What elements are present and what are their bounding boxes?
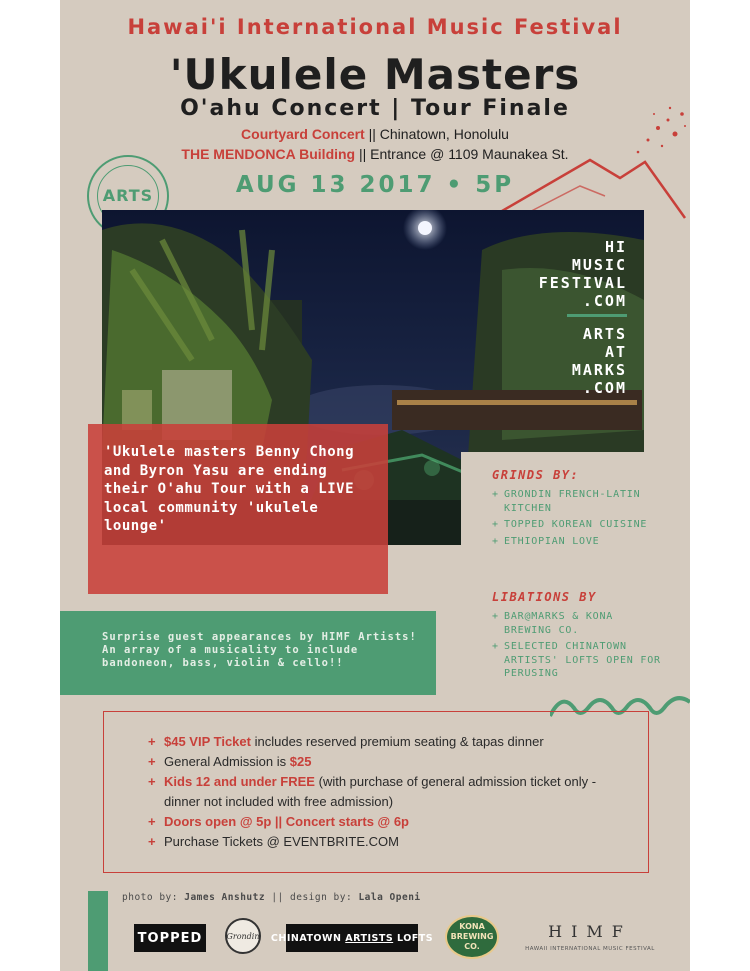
ticket-general (148, 752, 648, 772)
page-title: 'Ukulele Masters (169, 50, 581, 99)
kids-details-continued: dinner not included with free admission) (164, 794, 394, 809)
design-label: design by: (290, 892, 353, 903)
badge-mark: ARTS (102, 186, 154, 205)
topped-logo: TOPPED (134, 924, 206, 952)
story-text: 'Ukulele masters Benny Chong and Byron Yasu are ending their O'ahu Tour with a LIVE local community 'ukulele lounge' (104, 444, 355, 534)
purchase-link[interactable]: Purchase Tickets @ EVENTBRITE.COM (164, 834, 399, 849)
ticket-info (148, 732, 648, 852)
ticket-doors (148, 812, 648, 832)
vip-details: includes reserved premium seating & tapas dinner (254, 734, 544, 749)
link-line: MUSIC (571, 256, 627, 274)
green-accent-bar (88, 891, 108, 971)
cal-word-artists: ARTISTS (345, 932, 394, 944)
vip-price: $45 VIP Ticket (164, 734, 251, 749)
link-line: .COM (582, 292, 627, 310)
list-item: + BAR@MARKS & KONA BREWING CO. (492, 610, 662, 637)
subtitle: O'ahu Concert | Tour Finale (180, 96, 570, 121)
grondin-logo: Grondin (225, 918, 261, 954)
himf-letters: HIMF (548, 922, 632, 941)
kona-brewing-logo (445, 915, 499, 959)
libations-list (492, 610, 662, 684)
designer: Lala Openi (358, 892, 421, 903)
kids-details: (with purchase of general admission ticket only - (318, 774, 597, 789)
kona-name: KONA (459, 922, 485, 931)
general-price: $25 (289, 754, 312, 769)
venue-building-label: THE MENDONCA Building (181, 146, 356, 162)
ticket-purchase (148, 832, 648, 852)
poster (60, 0, 690, 971)
link-line: ARTS (582, 325, 627, 343)
hi-music-festival-link[interactable] (530, 238, 627, 310)
link-line: AT (604, 343, 627, 361)
venue-courtyard-label: Courtyard Concert (241, 126, 365, 142)
list-item: + TOPPED KOREAN CUISINE (492, 518, 662, 532)
himf-fullname: HAWAII INTERNATIONAL MUSIC FESTIVAL (525, 946, 655, 952)
grinds-heading: GRINDS BY: (492, 468, 580, 482)
link-line: HI (604, 238, 627, 256)
grinds-list (492, 488, 662, 551)
cal-word-lofts: LOFTS (396, 932, 434, 944)
credits-separator: || (271, 892, 284, 903)
doors-time: Doors open @ 5p || Concert starts @ 6p (164, 814, 410, 829)
list-item: + ETHIOPIAN LOVE (492, 535, 662, 549)
event-date: AUG 13 2017 • 5P (235, 172, 515, 198)
website-links (530, 238, 627, 397)
arts-at-marks-link[interactable] (530, 325, 627, 397)
ticket-kids (148, 772, 648, 792)
list-item: + SELECTED CHINATOWN ARTISTS' LOFTS OPEN FOR PERUSING (492, 640, 662, 681)
link-divider (567, 314, 627, 317)
credits (122, 892, 421, 903)
festival-title: Hawai'i International Music Festival (127, 15, 623, 39)
venue-building-entrance: || Entrance @ 1109 Maunakea St. (359, 146, 569, 162)
libations-heading: LIBATIONS BY (492, 590, 597, 604)
photo-label: photo by: (122, 892, 178, 903)
link-line: FESTIVAL (538, 274, 627, 292)
venue-courtyard-location: || Chinatown, Honolulu (368, 126, 509, 142)
ticket-vip (148, 732, 648, 752)
kids-free: Kids 12 and under FREE (164, 774, 315, 789)
link-line: MARKS (571, 361, 627, 379)
surprise-text: Surprise guest appearances by HIMF Artists! An array of a musicality to include bandoneon, bass, violin & cello!! (102, 631, 417, 669)
general-label: General Admission is (164, 754, 287, 769)
cal-word-chinatown: CHINATOWN (270, 932, 342, 944)
himf-logo (525, 922, 655, 962)
kona-brewing: BREWING CO. (450, 932, 494, 951)
list-item: + GRONDIN FRENCH-LATIN KITCHEN (492, 488, 662, 515)
chinatown-artists-lofts-logo (270, 924, 434, 952)
photographer: James Anshutz (184, 892, 266, 903)
link-line: .COM (582, 379, 627, 397)
